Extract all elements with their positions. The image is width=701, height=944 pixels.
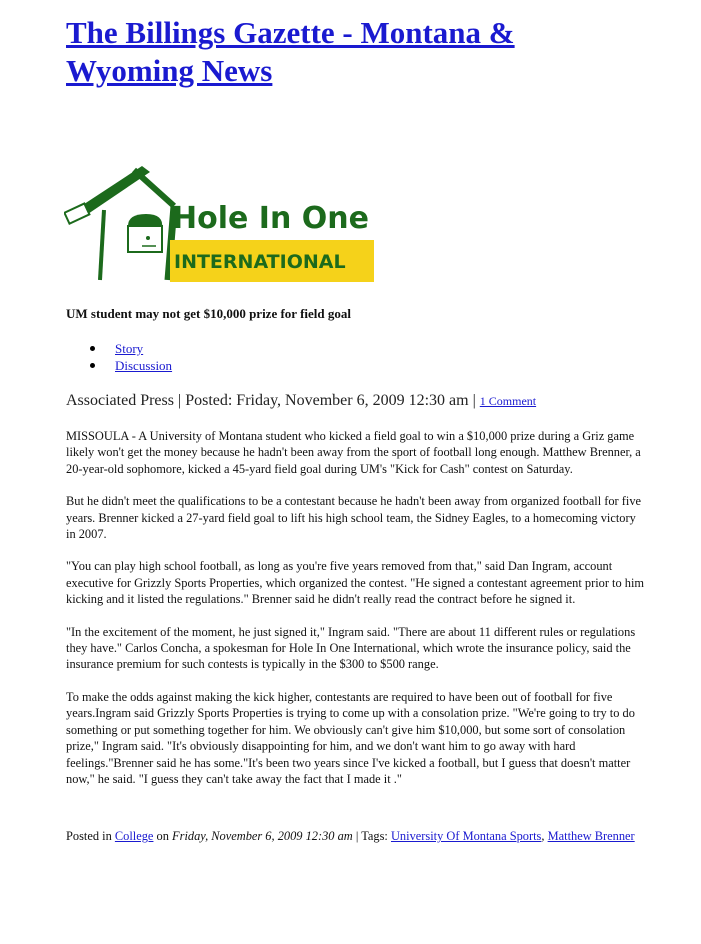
posted-in-label: Posted in: [66, 829, 112, 843]
comments-link[interactable]: 1 Comment: [479, 394, 537, 408]
on-label: on: [156, 829, 169, 843]
article-paragraph: MISSOULA - A University of Montana student who kicked a field goal to win a $10,000 prize during a Griz game likely won't get the money because he hadn't been away from the sport of football long enough. Matthew Brenner, a 20-year-old sophomore, kicked a 45-yard field goal during UM's "Kick for Cash" contest on Saturday.: [66, 429, 641, 476]
tab-story-link[interactable]: Story: [115, 341, 144, 356]
golfer-icon: [64, 166, 174, 280]
article-tabs: [66, 340, 172, 374]
category-link[interactable]: College: [114, 829, 154, 843]
tag-link[interactable]: University Of Montana Sports: [390, 829, 542, 843]
tags-label: | Tags:: [355, 829, 388, 843]
tab-discussion-link[interactable]: Discussion: [115, 358, 173, 373]
hole-in-one-logo: [64, 100, 384, 290]
site-title: [66, 14, 586, 90]
posted-date: Friday, November 6, 2009 12:30 am: [172, 829, 353, 843]
tag-link[interactable]: Matthew Brenner: [547, 829, 635, 843]
article-paragraph: To make the odds against making the kick higher, contestants are required to have been out of football for five years.Ingram said Grizzly Sports Properties is trying to come up with a consolation prize. "We're going to try to do something or put something together for him. We obviously can't give him $10,000, but some sort of consolation prize," Ingram said. "It's obviously disappointing for him, and we don't want him to go away with hard feelings."Brenner said he has some."It's been two years since I've kicked a football, but I guess that doesn't matter now," he said. "I guess they can't take away the fact that I made it .": [66, 689, 635, 786]
tab-discussion: [66, 357, 172, 374]
article-byline: [66, 391, 536, 411]
article-headline: UM student may not get $10,000 prize for field goal: [66, 306, 352, 321]
article-body: [66, 428, 646, 803]
article-paragraph: "You can play high school football, as long as you're five years removed from that," said Dan Ingram, account executive for Grizzly Sports Properties, which organized the contest. "He signed a contestant agreement prior to him kicking and it listed the regulations." Brenner said he didn't really read the contract before he signed it.: [66, 559, 645, 607]
article-footer: [66, 828, 646, 844]
site-title-link[interactable]: The Billings Gazette - Montana & Wyoming News: [66, 15, 515, 88]
logo-line2: INTERNATIONAL: [174, 251, 346, 273]
tag-separator: ,: [541, 829, 545, 843]
article-paragraph: But he didn't meet the qualifications to be a contestant because he hadn't been away from organized football for five years. Brenner kicked a 27-yard field goal to lift his high school team, the Sidney Eagles, to a homecoming victory in 2007.: [66, 494, 642, 542]
byline-text: Associated Press | Posted: Friday, November 6, 2009 12:30 am |: [66, 392, 476, 409]
article-paragraph: "In the excitement of the moment, he just signed it," Ingram said. "There are about 11 different rules or regulations they have." Carlos Concha, a spokesman for Hole In One International, which wrote the insurance policy, said the insurance premium for such contests is typically in the $300 to $500 range.: [66, 624, 636, 672]
logo-line1: Hole In One: [172, 201, 369, 236]
tab-story: [66, 340, 172, 357]
